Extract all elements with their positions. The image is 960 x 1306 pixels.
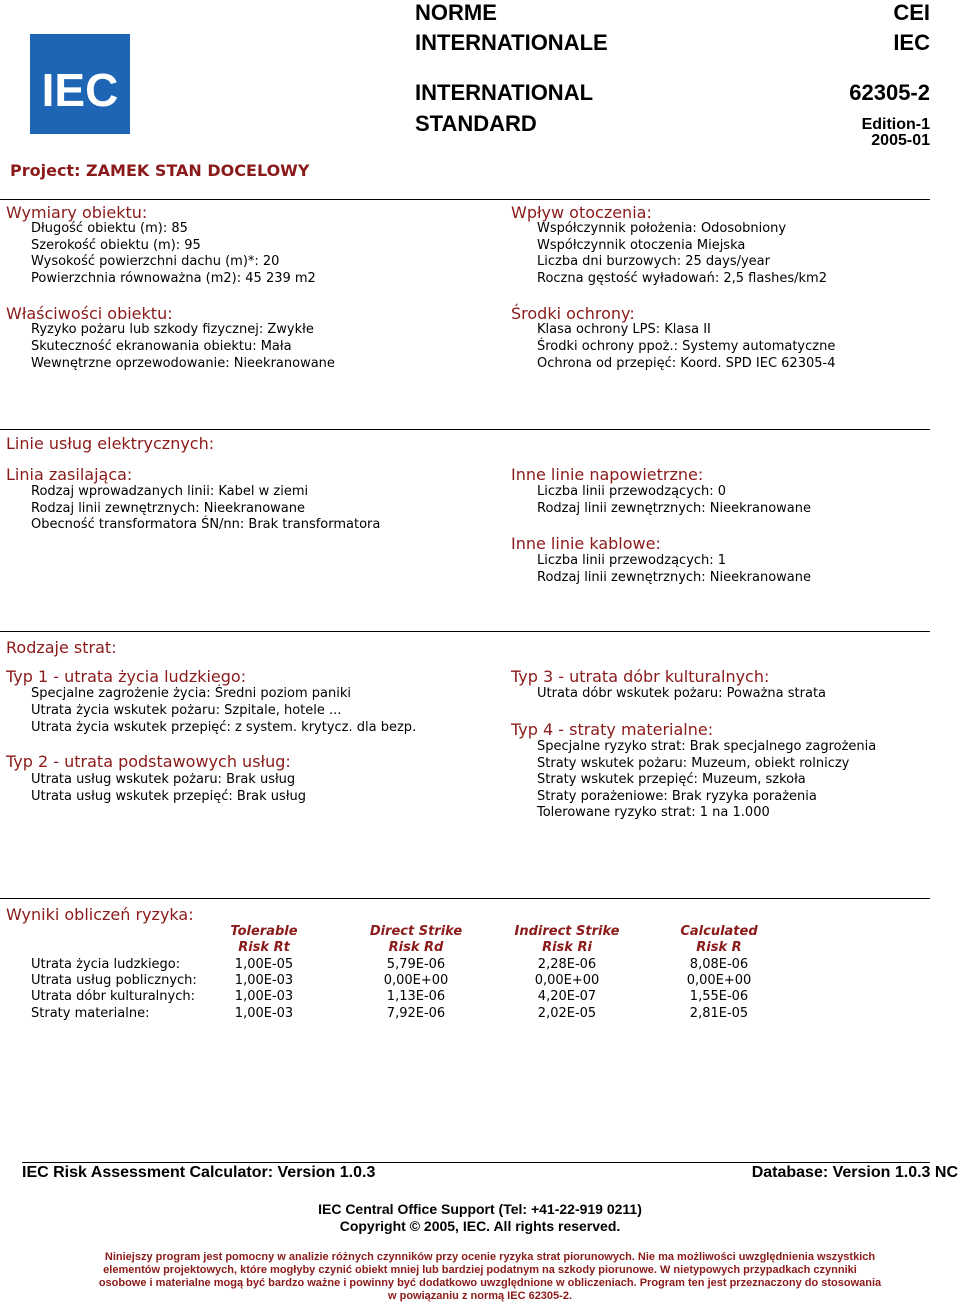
divider (0, 631, 930, 632)
losses-title: Rodzaje strat: (6, 638, 117, 657)
header-title-fr-2: INTERNATIONALE (415, 30, 608, 55)
table-row-label: Utrata życia ludzkiego: (31, 957, 181, 972)
type4-row: Straty wskutek przepięć: Muzeum, szkoła (537, 772, 806, 787)
edition-date: 2005-01 (871, 132, 930, 149)
calculator-version: IEC Risk Assessment Calculator: Version 1.0.3 (22, 1164, 376, 1181)
table-cell: 1,00E-05 (234, 957, 294, 972)
col-header-calculated: Calculated (680, 924, 758, 939)
supply-row: Rodzaj wprowadzanych linii: Kabel w ziemi (31, 484, 309, 499)
properties-title: Właściwości obiektu: (6, 304, 173, 323)
table-cell: 2,02E-05 (537, 1006, 597, 1021)
header-title-fr-1: NORME (415, 0, 497, 25)
support-line: IEC Central Office Support (Tel: +41-22-919 0211) (318, 1201, 642, 1217)
type4-row: Straty porażeniowe: Brak ryzyka porażenia (537, 789, 817, 804)
type3-title: Typ 3 - utrata dóbr kulturalnych: (511, 667, 770, 686)
cable-row: Rodzaj linii zewnętrznych: Nieekranowane (537, 570, 811, 585)
header-org-2: IEC (893, 30, 930, 55)
table-cell: 1,00E-03 (234, 1006, 294, 1021)
environment-row: Roczna gęstość wyładowań: 2,5 flashes/km2 (537, 271, 827, 286)
cable-title: Inne linie kablowe: (511, 534, 661, 553)
type4-row: Tolerowane ryzyko strat: 1 na 1.000 (537, 805, 770, 820)
edition: Edition-1 (861, 116, 930, 133)
dimensions-row: Wysokość powierzchni dachu (m)*: 20 (31, 254, 280, 269)
database-version: Database: Version 1.0.3 NC (751, 1164, 958, 1181)
protection-row: Środki ochrony ppoż.: Systemy automatyczne (537, 339, 836, 354)
overhead-row: Rodzaj linii zewnętrznych: Nieekranowane (537, 501, 811, 516)
svg-text:IEC: IEC (41, 64, 119, 116)
environment-row: Współczynnik położenia: Odosobniony (537, 221, 787, 236)
disclaimer-line: w powiązaniu z normą IEC 62305-2. (388, 1290, 572, 1302)
table-cell: 4,20E-07 (537, 989, 597, 1004)
protection-row: Klasa ochrony LPS: Klasa II (537, 322, 711, 337)
type1-row: Specjalne zagrożenie życia: Średni poziom paniki (31, 686, 351, 701)
col-header-indirect-sub: Risk Ri (542, 940, 592, 955)
disclaimer-line: osobowe i materialne mogą być bardzo ważne i powinny być dodatkowo uwzględnione w obliczeniach. Program ten jest przeznaczony do stosowania (98, 1277, 882, 1289)
type2-row: Utrata usług wskutek pożaru: Brak usług (31, 772, 296, 787)
divider (0, 429, 930, 430)
type2-title: Typ 2 - utrata podstawowych usług: (6, 752, 291, 771)
table-cell: 7,92E-06 (386, 1006, 446, 1021)
col-header-indirect: Indirect Strike (514, 924, 620, 939)
table-row-label: Utrata dóbr kulturalnych: (31, 989, 195, 1004)
col-header-direct: Direct Strike (369, 924, 463, 939)
type2-row: Utrata usług wskutek przepięć: Brak usług (31, 789, 307, 804)
divider (0, 199, 930, 200)
table-row-label: Straty materialne: (31, 1006, 150, 1021)
protection-title: Środki ochrony: (511, 304, 635, 323)
table-cell: 5,79E-06 (386, 957, 446, 972)
table-cell: 1,55E-06 (689, 989, 749, 1004)
table-cell: 2,81E-05 (689, 1006, 749, 1021)
disclaimer-line: Niniejszy program jest pomocny w analizie różnych czynników przy ocenie ryzyka strat piorunowych. Nie ma możliwości uwzględnienia wszystkich (104, 1251, 876, 1263)
table-cell: 0,00E+00 (383, 973, 449, 988)
col-header-calculated-sub: Risk R (696, 940, 742, 955)
dimensions-row: Powierzchnia równoważna (m2): 45 239 m2 (31, 271, 316, 286)
copyright-line: Copyright © 2005, IEC. All rights reserved. (339, 1218, 621, 1234)
properties-row: Skuteczność ekranowania obiektu: Mała (31, 339, 292, 354)
services-title: Linie usług elektrycznych: (6, 434, 215, 453)
iec-logo-icon (30, 34, 130, 134)
overhead-row: Liczba linii przewodzących: 0 (537, 484, 727, 499)
environment-row: Liczba dni burzowych: 25 days/year (537, 254, 770, 269)
environment-title: Wpływ otoczenia: (511, 203, 652, 222)
project-title: Project: ZAMEK STAN DOCELOWY (10, 161, 310, 180)
dimensions-title: Wymiary obiektu: (6, 203, 148, 222)
table-cell: 1,00E-03 (234, 973, 294, 988)
table-row-label: Utrata usług poblicznych: (31, 973, 197, 988)
type1-title: Typ 1 - utrata życia ludzkiego: (6, 667, 247, 686)
table-cell: 2,28E-06 (537, 957, 597, 972)
table-cell: 0,00E+00 (686, 973, 752, 988)
results-title: Wyniki obliczeń ryzyka: (6, 905, 194, 924)
dimensions-row: Szerokość obiektu (m): 95 (31, 238, 201, 253)
dimensions-row: Długość obiektu (m): 85 (31, 221, 188, 236)
col-header-direct-sub: Risk Rd (388, 940, 444, 955)
type1-row: Utrata życia wskutek przepięć: z system. krytycz. dla bezp. (31, 720, 417, 735)
col-header-tolerable: Tolerable (230, 924, 298, 939)
divider (22, 1162, 930, 1163)
type4-row: Specjalne ryzyko strat: Brak specjalnego zagrożenia (537, 739, 877, 754)
iec-logo (30, 34, 130, 134)
table-cell: 1,00E-03 (234, 989, 294, 1004)
header-title-en-1: INTERNATIONAL (415, 80, 594, 105)
cable-row: Liczba linii przewodzących: 1 (537, 553, 727, 568)
properties-row: Wewnętrzne oprzewodowanie: Nieekranowane (31, 356, 335, 371)
supply-row: Rodzaj linii zewnętrznych: Nieekranowane (31, 501, 305, 516)
table-cell: 1,13E-06 (386, 989, 446, 1004)
standard-number: 62305-2 (849, 80, 930, 105)
type1-row: Utrata życia wskutek pożaru: Szpitale, hotele ... (31, 703, 342, 718)
header-title-en-2: STANDARD (415, 111, 537, 136)
header-org-1: CEI (893, 0, 930, 25)
supply-row: Obecność transformatora ŚN/nn: Brak transformatora (31, 517, 381, 532)
divider (0, 898, 930, 899)
properties-row: Ryzyko pożaru lub szkody fizycznej: Zwykłe (31, 322, 314, 337)
type3-row: Utrata dóbr wskutek pożaru: Poważna strata (537, 686, 827, 701)
type4-title: Typ 4 - straty materialne: (511, 720, 714, 739)
table-cell: 0,00E+00 (534, 973, 600, 988)
supply-title: Linia zasilająca: (6, 465, 133, 484)
disclaimer-line: elementów projektowych, które mogłyby czynić obiekt mniej lub bardziej podatnym na szkody piorunowe. W nietypowych przypadkach czynniki (103, 1264, 857, 1276)
col-header-tolerable-sub: Risk Rt (238, 940, 290, 955)
overhead-title: Inne linie napowietrzne: (511, 465, 704, 484)
environment-row: Współczynnik otoczenia Miejska (537, 238, 746, 253)
type4-row: Straty wskutek pożaru: Muzeum, obiekt rolniczy (537, 756, 850, 771)
table-cell: 8,08E-06 (689, 957, 749, 972)
protection-row: Ochrona od przepięć: Koord. SPD IEC 62305-4 (537, 356, 836, 371)
